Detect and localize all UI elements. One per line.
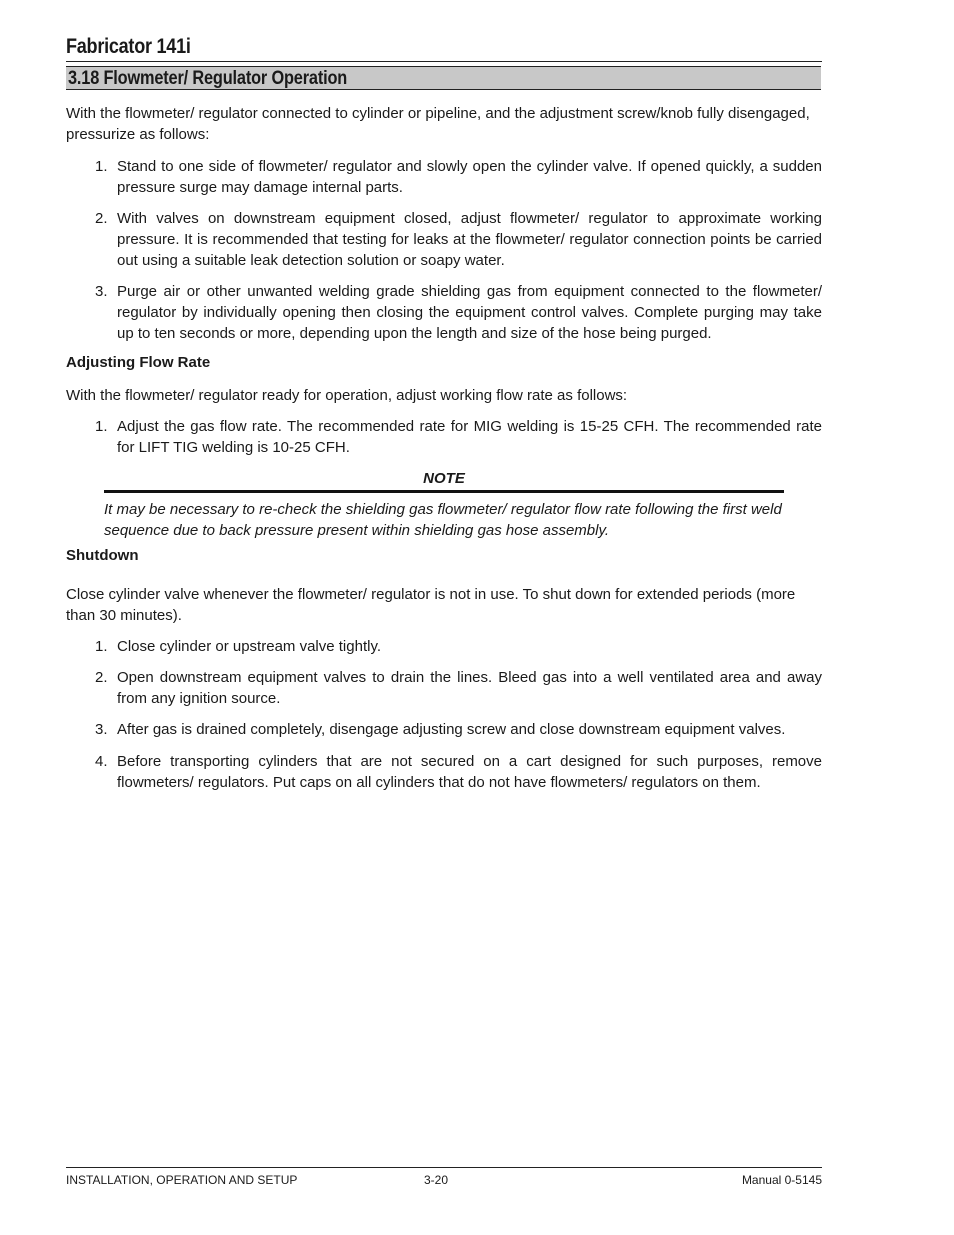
shutdown-step-4: Before transporting cylinders that are not secured on a cart designed for such purposes, remove flowmeters/ regulators. Put caps on all cylinders that do not have flowmeters/ regulators on them. (117, 753, 822, 791)
shutdown-step-3: After gas is drained completely, disengage adjusting screw and close downstream equipment valves. (117, 721, 786, 738)
note-divider (104, 490, 784, 493)
manual-number: Manual 0-5145 (741, 1173, 822, 1187)
flow-rate-step-1: Adjust the gas flow rate. The recommended rate for MIG welding is 15-25 CFH. The recommended rate for LIFT TIG welding is 10-25 CFH. (117, 418, 822, 456)
pressurize-step-2: With valves on downstream equipment closed, adjust flowmeter/ regulator to approximate working pressure. It is recommended that testing for leaks at the flowmeter/ regulator connection points be carried out using a suitable leak detection solution or soapy water. (117, 210, 822, 269)
section-title: 3.18 Flowmeter/ Regulator Operation (68, 68, 348, 89)
section-heading-bar (66, 66, 821, 90)
shutdown-step-2: Open downstream equipment valves to drain the lines. Bleed gas into a well ventilated area and away from any ignition source. (117, 669, 822, 707)
note-text: It may be necessary to re-check the shielding gas flowmeter/ regulator flow rate following the first weld sequence due to back pressure present within shielding gas hose assembly. (104, 501, 782, 539)
step-number: 1. (95, 158, 108, 175)
step-number: 2. (95, 210, 108, 227)
page-number: 3-20 (424, 1173, 449, 1187)
flow-rate-intro: With the flowmeter/ regulator ready for operation, adjust working flow rate as follows: (66, 387, 628, 404)
shutdown-heading: Shutdown (66, 547, 139, 564)
shutdown-step-1: Close cylinder or upstream valve tightly. (117, 638, 381, 655)
step-number: 3. (95, 283, 108, 300)
intro-paragraph: With the flowmeter/ regulator connected to cylinder or pipeline, and the adjustment screw/knob fully disengaged, pressurize as follows: (66, 105, 810, 143)
step-number: 1. (95, 638, 108, 655)
footer-divider (66, 1167, 822, 1168)
pressurize-step-1: Stand to one side of flowmeter/ regulator and slowly open the cylinder valve. If opened quickly, a sudden pressure surge may damage internal parts. (117, 158, 822, 196)
step-number: 3. (95, 721, 108, 738)
flow-rate-heading: Adjusting Flow Rate (66, 354, 211, 371)
shutdown-intro: Close cylinder valve whenever the flowmeter/ regulator is not in use. To shut down for extended periods (more than 30 minutes). (66, 586, 796, 624)
pressurize-step-3: Purge air or other unwanted welding grade shielding gas from equipment connected to the flowmeter/ regulator by individually opening then closing the equipment control valves. Complete purging may take up to ten seconds or more, depending upon the length and size of the hose being purged. (117, 283, 822, 342)
footer-chapter: INSTALLATION, OPERATION AND SETUP (66, 1173, 298, 1187)
step-number: 2. (95, 669, 108, 686)
step-number: 1. (95, 418, 108, 435)
document-title: Fabricator 141i (66, 33, 822, 62)
note-label: NOTE (423, 470, 465, 487)
step-number: 4. (95, 753, 108, 770)
